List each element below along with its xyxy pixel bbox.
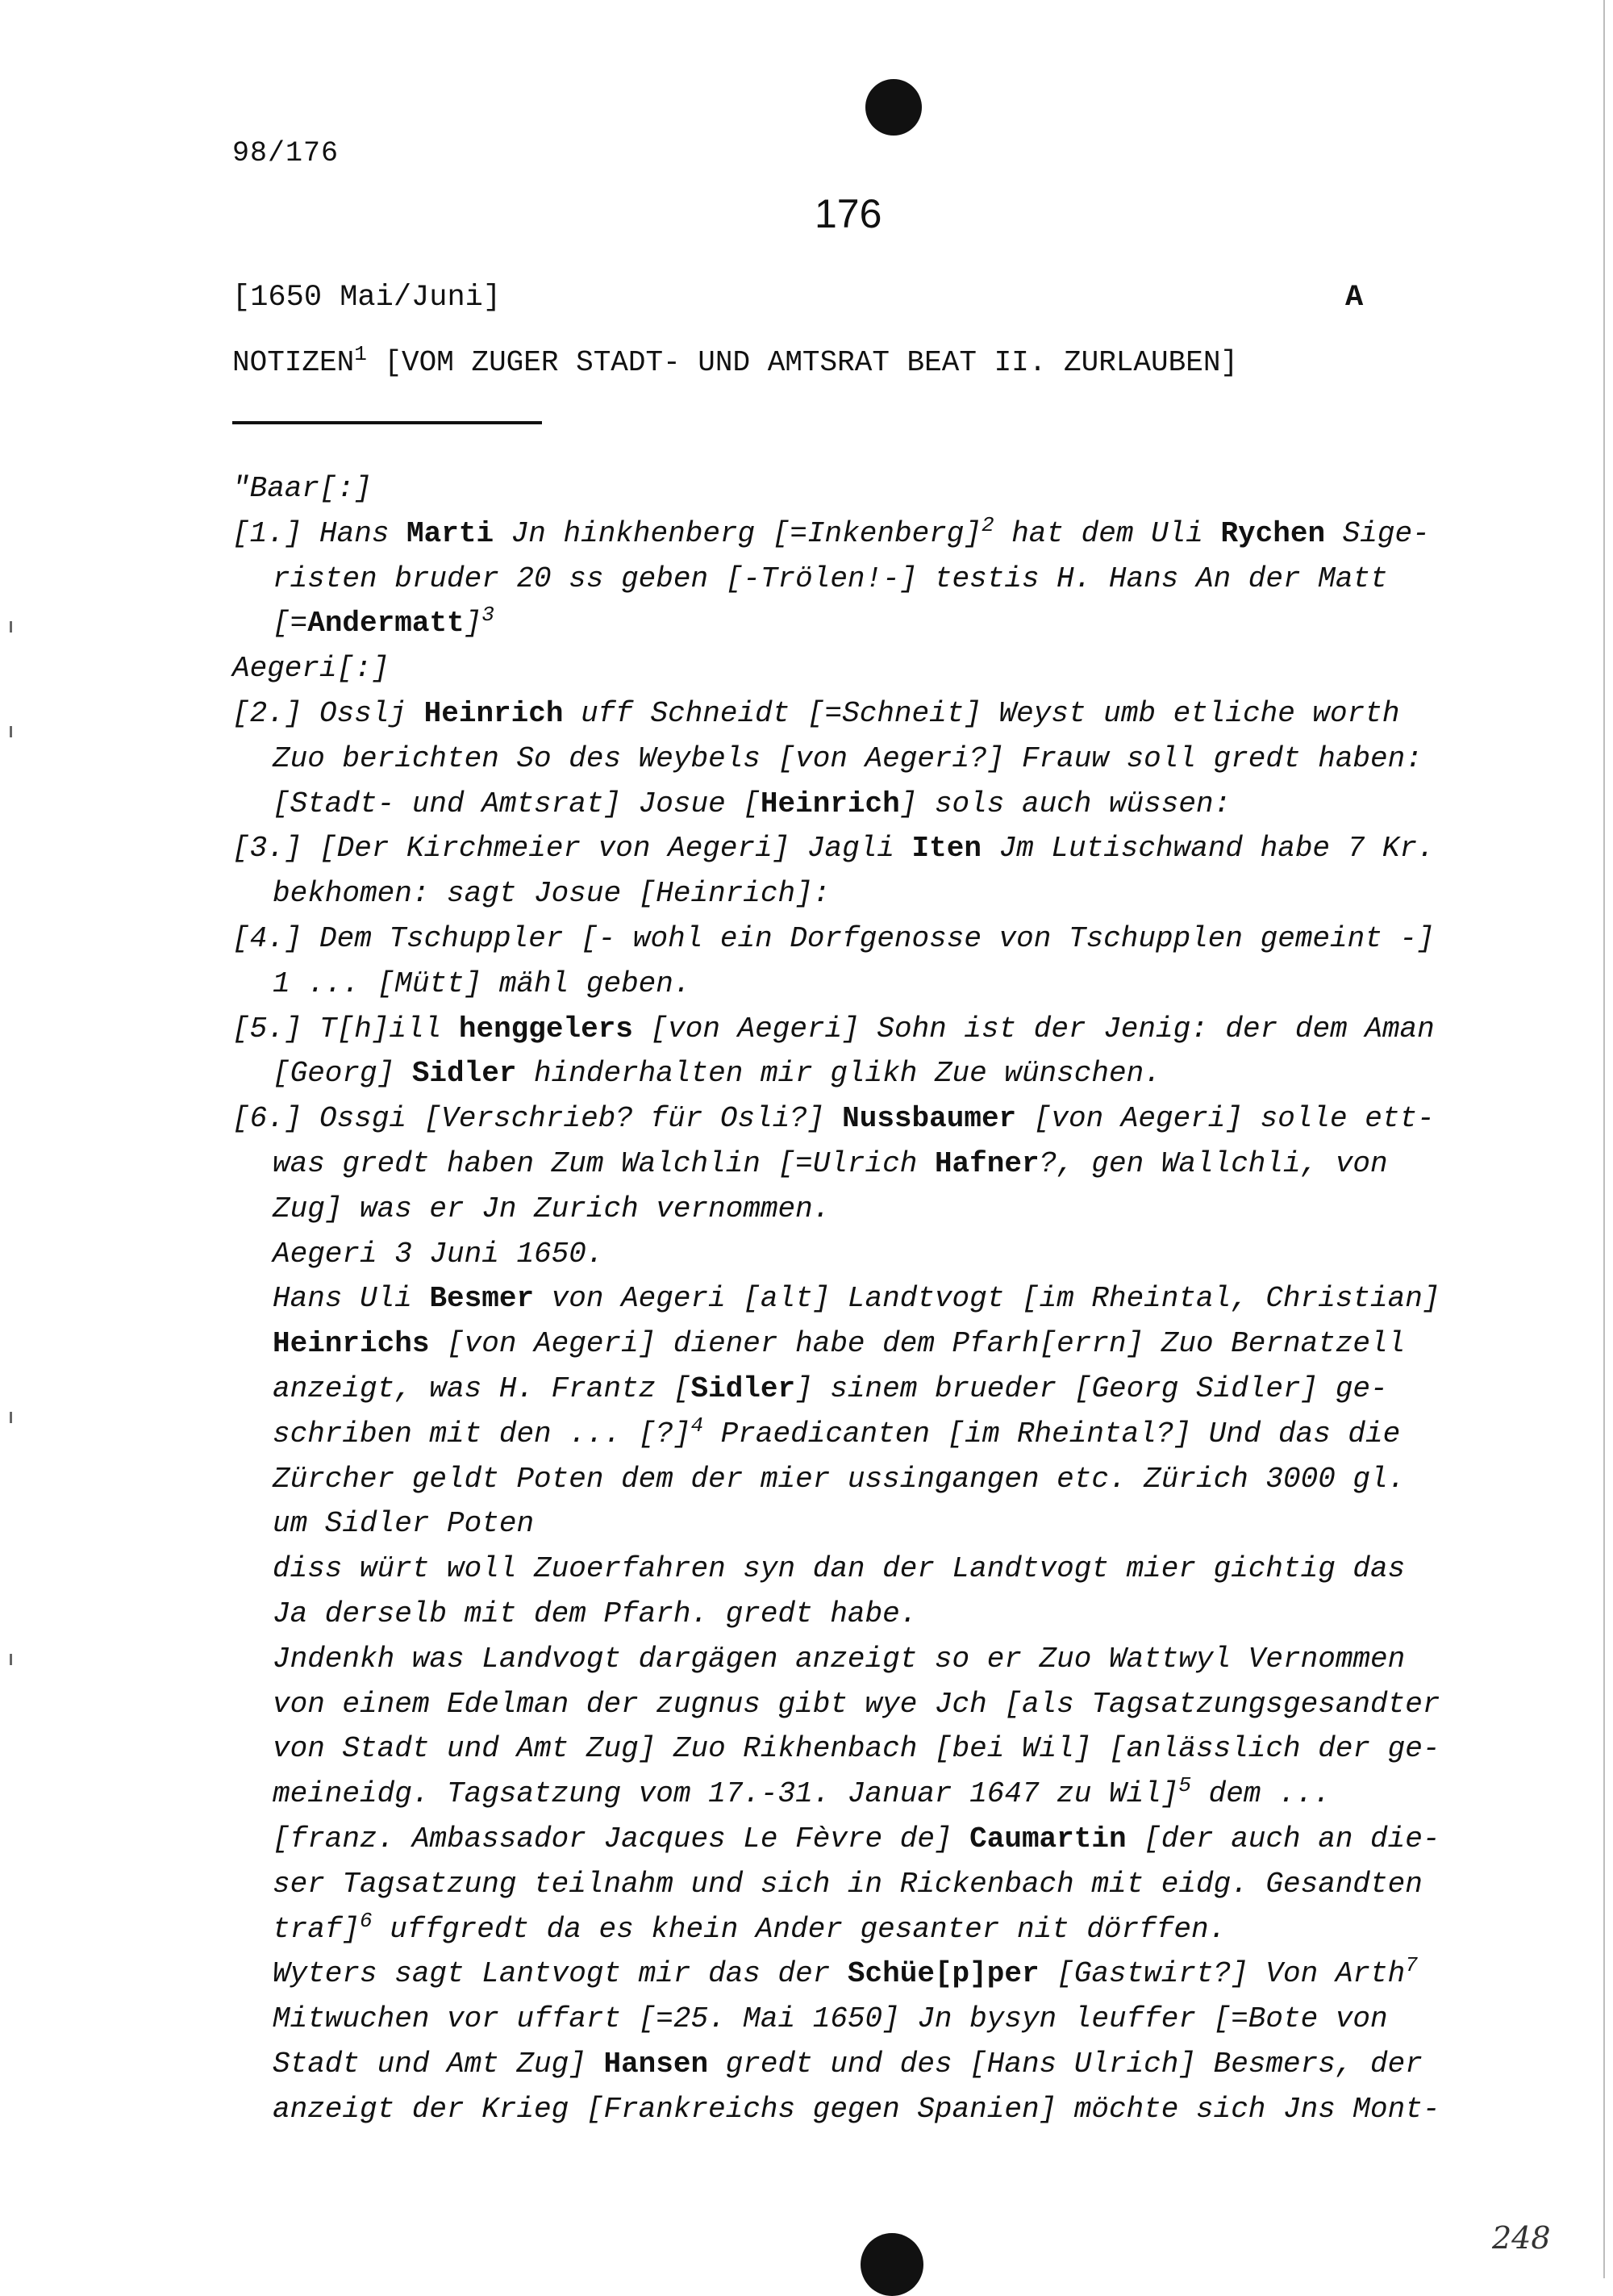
punch-hole-bottom [861, 2233, 923, 2296]
text-run: [Gastwirt?] Von Arth [1039, 1957, 1406, 1991]
text-run: Jndenkh was Landvogt dargägen anzeigt so er Zuo Wattwyl Vernommen [273, 1642, 1406, 1676]
text-run: [5.] T[h]ill [232, 1012, 459, 1046]
text-line [232, 1412, 1458, 1457]
text-run: Aegeri 3 Juni 1650. [273, 1237, 604, 1271]
text-run: ser Tagsatzung teilnahm und sich in Rickenbach mit eidg. Gesandten [273, 1867, 1423, 1901]
text-run: anzeigt der Krieg [Frankreichs gegen Spanien] möchte sich Jns Mont- [273, 2092, 1440, 2126]
text-run: gredt und des [Hans Ulrich] Besmers, der [708, 2047, 1423, 2081]
handwritten-folio-number: 248 [1492, 2220, 1551, 2256]
text-line [232, 691, 1458, 737]
text-run: Wyters sagt Lantvogt mir das der [273, 1957, 848, 1991]
text-line [232, 1457, 1458, 1502]
punch-hole-top [865, 79, 922, 136]
text-line [232, 1096, 1458, 1142]
text-run: hinderhalten mir glikh Zue wünschen. [516, 1057, 1161, 1091]
text-line [232, 871, 1458, 916]
text-line [232, 1321, 1458, 1367]
footnote-ref: 6 [360, 1908, 373, 1933]
name-bold: Andermatt [307, 607, 465, 641]
text-run: von Stadt und Amt Zug] Zuo Rikhenbach [bei Wil] [anlässlich der ge- [273, 1732, 1440, 1766]
text-run: Jn hinkhenberg [=Inkenberg] [494, 516, 982, 550]
title-rest: [VOM ZUGER STADT- UND AMTSRAT BEAT II. ZURLAUBEN] [366, 346, 1239, 379]
text-run: hat dem Uli [994, 516, 1221, 550]
footnote-ref: 7 [1405, 1953, 1418, 1978]
footnote-ref: 5 [1178, 1773, 1191, 1798]
name-bold: Schüe[p]per [847, 1957, 1040, 1991]
name-bold: Marti [406, 516, 494, 550]
text-line [232, 1501, 1458, 1547]
margin-mark [10, 1412, 12, 1423]
text-run: dem ... [1191, 1777, 1331, 1811]
text-line [232, 1952, 1458, 1997]
text-run: um Sidler Poten [273, 1507, 535, 1541]
name-bold: Iten [911, 832, 982, 866]
text-run: schriben mit den ... [?] [273, 1417, 691, 1451]
text-line [232, 1051, 1458, 1096]
text-line [232, 1772, 1458, 1817]
text-run: Ja derselb mit dem Pfarh. gredt habe. [273, 1597, 918, 1630]
name-bold: Nussbaumer [842, 1102, 1017, 1136]
text-run: [Georg] [273, 1057, 412, 1091]
text-line [232, 1187, 1458, 1232]
page-number: 176 [815, 191, 882, 236]
text-run: [3.] [Der Kirchmeier von Aegeri] Jagli [232, 832, 912, 866]
text-line [232, 826, 1458, 871]
text-run: [2.] Osslj [232, 696, 424, 730]
text-run: [der auch an die- [1126, 1822, 1440, 1856]
text-run: [4.] Dem Tschuppler [- wohl ein Dorfgenosse von Tschupplen gemeint -] [232, 921, 1435, 955]
text-line [232, 962, 1458, 1007]
text-line [232, 1726, 1458, 1772]
text-run: "Baar[:] [232, 472, 372, 505]
text-line [232, 1817, 1458, 1862]
text-run: [1.] Hans [232, 516, 407, 550]
name-bold: Hafner [934, 1146, 1040, 1180]
text-run: was gredt haben Zum Walchlin [=Ulrich [273, 1146, 935, 1180]
text-line [232, 646, 1458, 691]
text-run: ] sols auch wüssen: [899, 787, 1232, 820]
name-bold: henggelers [458, 1012, 633, 1046]
text-line [232, 2042, 1458, 2087]
text-run: Zürcher geldt Poten dem der mier ussingangen etc. Zürich 3000 gl. [273, 1462, 1406, 1496]
text-run: [franz. Ambassador Jacques Le Fèvre de] [273, 1822, 970, 1856]
text-run: Zuo berichten So des Weybels [von Aegeri?] Frauw soll gredt haben: [273, 741, 1423, 775]
text-run: anzeigt, was H. Frantz [ [273, 1371, 691, 1405]
text-run: meineidg. Tagsatzung vom 17.-31. Januar 1647 zu Wil] [273, 1777, 1179, 1811]
title-text: NOTIZEN [232, 346, 355, 379]
text-run: risten bruder 20 ss geben [-Trölen!-] testis H. Hans An der Matt [273, 561, 1388, 595]
text-line [232, 1637, 1458, 1682]
document-title [232, 342, 1238, 379]
name-bold: Caumartin [969, 1822, 1127, 1856]
footnote-ref: 2 [981, 512, 994, 537]
footnote-ref: 3 [481, 603, 494, 628]
text-run: uff Schneidt [=Schneit] Weyst umb etliche worth [563, 696, 1400, 730]
document-date: [1650 Mai/Juni] [232, 281, 502, 315]
name-bold: Rychen [1220, 516, 1326, 550]
text-run: ] sinem brueder [Georg Sidler] ge- [795, 1371, 1388, 1405]
text-run: von einem Edelman der zugnus gibt wye Jch [als Tagsatzungsgesandter [273, 1687, 1440, 1721]
title-rule [232, 421, 542, 424]
text-line [232, 1547, 1458, 1592]
text-run: [Stadt- und Amtsrat] Josue [ [273, 787, 761, 820]
title-footnote: 1 [354, 342, 367, 366]
text-run: uffgredt da es khein Ander gesanter nit dörffen. [372, 1912, 1227, 1946]
text-run: bekhomen: sagt Josue [Heinrich]: [273, 877, 831, 911]
text-run: [von Aegeri] diener habe dem Pfarh[errn] Zuo Bernatzell [429, 1327, 1406, 1361]
text-line [232, 782, 1458, 827]
name-bold: Heinrichs [273, 1327, 430, 1361]
text-line [232, 737, 1458, 782]
text-run: von Aegeri [alt] Landtvogt [im Rheintal, Christian] [534, 1282, 1440, 1316]
text-line [232, 557, 1458, 602]
text-run: [6.] Ossgi [Verschrieb? für Osli?] [232, 1102, 843, 1136]
text-line [232, 1232, 1458, 1277]
name-bold: Sidler [690, 1371, 796, 1405]
text-run: [von Aegeri] Sohn ist der Jenig: der dem Aman [632, 1012, 1435, 1046]
page-edge [1603, 0, 1605, 2278]
name-bold: Heinrich [423, 696, 564, 730]
text-line [232, 1592, 1458, 1637]
text-run: Zug] was er Jn Zurich vernommen. [273, 1192, 831, 1225]
text-line [232, 1142, 1458, 1187]
text-run: ] [464, 607, 482, 641]
text-run: Aegeri[:] [232, 652, 390, 686]
text-line [232, 2087, 1458, 2132]
text-run: [von Aegeri] solle ett- [1016, 1102, 1435, 1136]
name-bold: Hansen [603, 2047, 709, 2081]
name-bold: Besmer [429, 1282, 535, 1316]
margin-mark [10, 621, 12, 632]
transcription-body [232, 466, 1458, 2131]
footnote-ref: 4 [690, 1413, 704, 1438]
section-marker: A [1345, 281, 1364, 315]
text-line [232, 1276, 1458, 1321]
text-line [232, 466, 1458, 511]
text-line [232, 1862, 1458, 1907]
text-run: Mitwuchen vor uffart [=25. Mai 1650] Jn bysyn leuffer [=Bote von [273, 2002, 1388, 2036]
text-run: diss würt woll Zuoerfahren syn dan der Landtvogt mier gichtig das [273, 1552, 1406, 1586]
text-line [232, 1682, 1458, 1727]
text-run: Sige- [1325, 516, 1430, 550]
text-run: 1 ... [Mütt] mähl geben. [273, 966, 691, 1000]
text-line [232, 601, 1458, 646]
text-run: traf] [273, 1912, 361, 1946]
margin-mark [10, 726, 12, 737]
name-bold: Sidler [411, 1057, 517, 1091]
text-run: ?, gen Wallchli, von [1039, 1146, 1388, 1180]
text-line [232, 1367, 1458, 1412]
text-run: [= [273, 607, 308, 641]
text-line [232, 1907, 1458, 1952]
text-run: Stadt und Amt Zug] [273, 2047, 604, 2081]
text-line [232, 916, 1458, 962]
margin-mark [10, 1654, 12, 1665]
text-run: Jm Lutischwand habe 7 Kr. [981, 832, 1435, 866]
text-line [232, 511, 1458, 557]
name-bold: Heinrich [760, 787, 900, 820]
text-line [232, 1997, 1458, 2042]
text-run: Hans Uli [273, 1282, 430, 1316]
text-line [232, 1007, 1458, 1052]
archive-reference: 98/176 [232, 137, 340, 169]
text-run: Praedicanten [im Rheintal?] Und das die [703, 1417, 1401, 1451]
